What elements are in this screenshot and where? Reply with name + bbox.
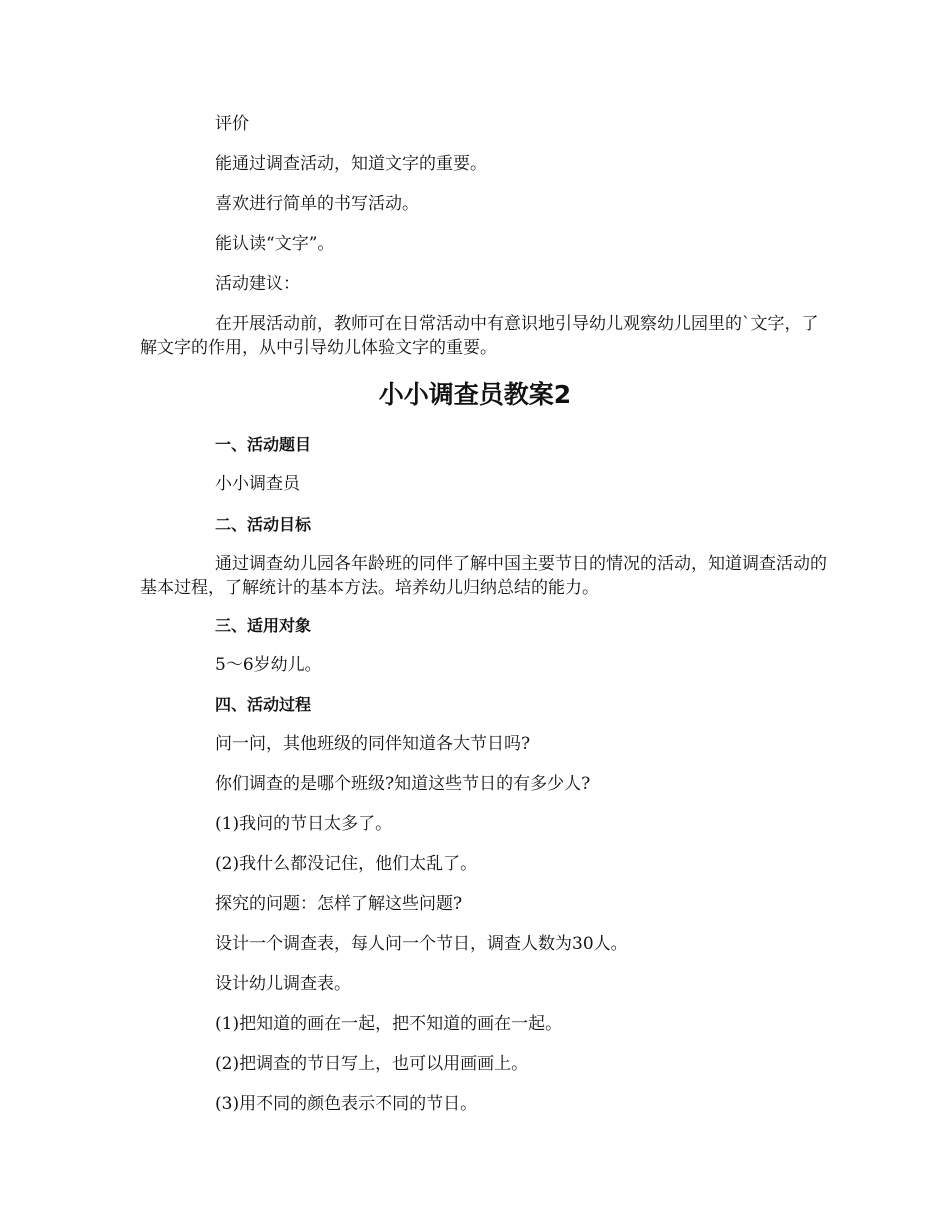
process-line: 设计一个调查表，每人问一个节日，调查人数为30人。 <box>215 934 628 954</box>
process-line: (3)用不同的颜色表示不同的节日。 <box>215 1094 478 1114</box>
suggestion-paragraph: 在开展活动前，教师可在日常活动中有意识地引导幼儿观察幼儿园里的`文字，了解文字的作用，从中引导幼儿体验文字的重要。 <box>140 314 819 358</box>
process-line: 你们调查的是哪个班级?知道这些节日的有多少人? <box>215 774 591 794</box>
evaluation-item: 能通过调查活动，知道文字的重要。 <box>215 154 487 174</box>
process-line: 问一问，其他班级的同伴知道各大节日吗? <box>215 734 531 754</box>
section-heading-topic: 一、活动题目 <box>215 435 312 454</box>
document-title: 小小调查员教案2 <box>378 380 572 409</box>
process-line: (2)把调查的节日写上，也可以用画画上。 <box>215 1054 529 1074</box>
process-line: (1)把知道的画在一起，把不知道的画在一起。 <box>215 1014 563 1034</box>
topic-text: 小小调查员 <box>215 474 300 494</box>
process-line: 探究的问题：怎样了解这些问题? <box>215 894 463 914</box>
section-heading-audience: 三、适用对象 <box>215 616 312 635</box>
evaluation-item: 喜欢进行简单的书写活动。 <box>215 194 419 214</box>
evaluation-heading: 评价 <box>215 114 249 134</box>
section-heading-process: 四、活动过程 <box>215 695 312 714</box>
goals-paragraph: 通过调查幼儿园各年龄班的同伴了解中国主要节日的情况的活动，知道调查活动的基本过程，了解统计的基本方法。培养幼儿归纳总结的能力。 <box>140 554 827 598</box>
process-line: (2)我什么都没记住，他们太乱了。 <box>215 854 478 874</box>
evaluation-item: 能认读“文字”。 <box>215 234 335 254</box>
suggestion-heading: 活动建议： <box>215 274 300 294</box>
process-line: 设计幼儿调查表。 <box>215 974 351 994</box>
process-line: (1)我问的节日太多了。 <box>215 814 393 834</box>
audience-text: 5～6岁幼儿。 <box>215 655 322 675</box>
section-heading-goals: 二、活动目标 <box>215 515 312 534</box>
